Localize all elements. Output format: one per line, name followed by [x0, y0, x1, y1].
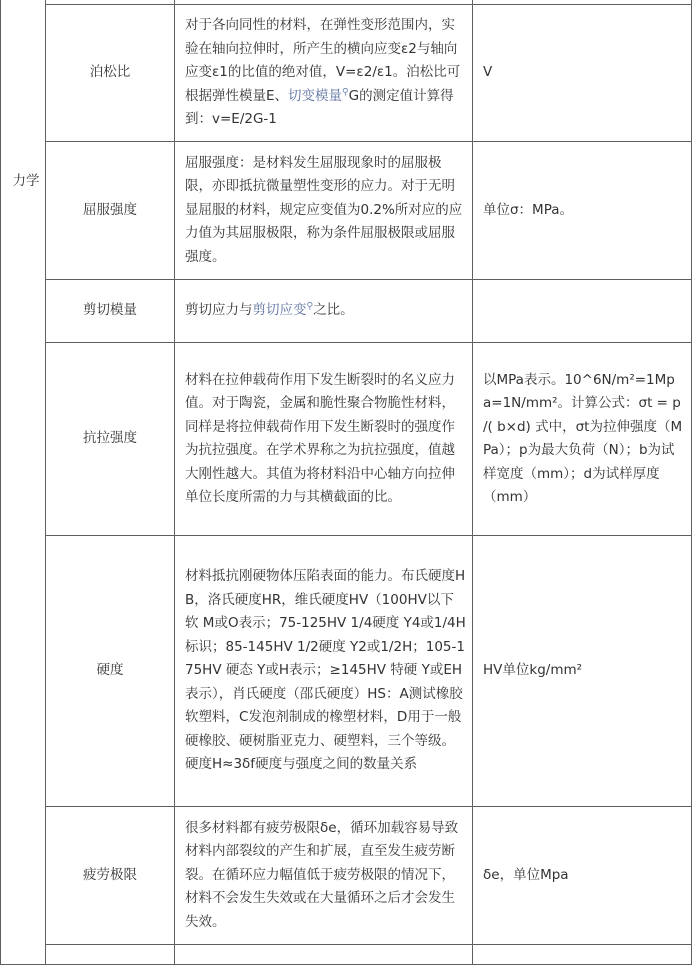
property-name: 疲劳极限 [46, 807, 175, 945]
category-label: 力学 [12, 173, 40, 189]
table-row [1, 536, 692, 807]
property-description: 材料在拉伸载荷作用下发生断裂时的名义应力值。对于陶瓷，金属和脆性聚合物脆性材料，同样是将拉伸载荷作用下发生断裂时的强度作为抗拉强度。在学术界称之为抗拉强度，值越大刚性越大。其值为将材料沿中心轴方向拉伸单位长度所需的力与其横截面的比。 [175, 343, 473, 536]
search-icon[interactable]: ⚲ [306, 301, 314, 312]
property-name: 屈服强度 [46, 142, 175, 280]
table-row [1, 807, 692, 945]
table-row [1, 945, 692, 965]
property-unit: 单位σ：MPa。 [473, 142, 692, 280]
property-unit [473, 280, 692, 343]
property-description: 材料抵抗刚硬物体压陷表面的能力。布氏硬度HB，洛氏硬度HR，维氏硬度HV（100HV以下软 M或O表示；75-125HV 1/4硬度 Y4或1/4H标识；85-145HV 1/2硬度 Y2或1/2H；105-175HV 硬态 Y或H表示；≥145HV 特硬 Y或EH表示），肖氏硬度（邵氏硬度）HS：A测试橡胶软塑料，C发泡剂制成的橡塑材料，D用于一般硬橡胶、硬树脂亚克力、硬塑料，三个等级。 硬度H≈3δf硬度与强度之间的数量关系 [175, 536, 473, 807]
category-cell [1, 0, 46, 965]
property-name: 硬度 [46, 536, 175, 807]
property-description: 剪切应力与剪切应变⚲之比。 [175, 280, 473, 343]
table-row [1, 343, 692, 536]
property-name: 泊松比 [46, 5, 175, 142]
property-description: 屈服强度：是材料发生屈服现象时的屈服极限，亦即抵抗微量塑性变形的应力。对于无明显屈服的材料，规定应变值为0.2%所对应的应力值为其屈服极限，称为条件屈服极限或屈服强度。 [175, 142, 473, 280]
table-row [1, 280, 692, 343]
property-unit: V [473, 5, 692, 142]
search-icon[interactable]: ⚲ [342, 87, 349, 98]
property-unit: HV单位kg/mm² [473, 536, 692, 807]
table-row [1, 142, 692, 280]
property-name: 剪切模量 [46, 280, 175, 343]
property-description: 对于各向同性的材料，在弹性变形范围内，实验在轴向拉伸时，所产生的横向应变ε2与轴向应变ε1的比值的绝对值，V=ε2/ε1。泊松比可根据弹性模量E、切变模量⚲G的测定值计算得到：v=E/2G-1 [175, 5, 473, 142]
table-row [1, 5, 692, 142]
property-name: 抗拉强度 [46, 343, 175, 536]
property-description: 很多材料都有疲劳极限δe，循环加载容易导致材料内部裂纹的产生和扩展，直至发生疲劳断裂。在循环应力幅值低于疲劳极限的情况下，材料不会发生失效或在大量循环之后才会发生失效。 [175, 807, 473, 945]
link-shear-strain[interactable]: 剪切应变 [252, 302, 307, 319]
property-unit: δe，单位Mpa [473, 807, 692, 945]
link-shear-modulus[interactable]: 切变模量 [288, 87, 343, 104]
property-unit: 以MPa表示。10^6N/m²=1Mpa=1N/mm²。计算公式：σt = p /( b×d) 式中，σt为拉伸强度（MPa）；p为最大负荷（N）；b为试样宽度（mm）；d为试样厚度（mm） [473, 343, 692, 536]
